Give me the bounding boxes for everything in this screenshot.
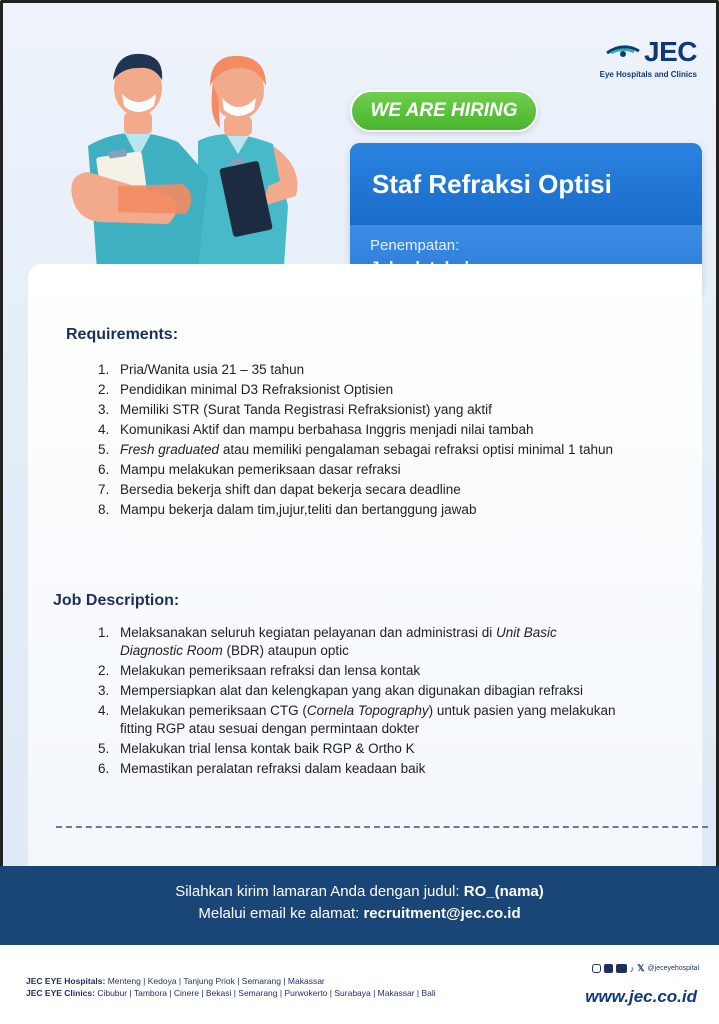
list-item: 2. Melakukan pemeriksaan refraksi dan lensa kontak [98, 663, 421, 678]
list-item: 2. Pendidikan minimal D3 Refraksionist Optisien [98, 382, 394, 397]
requirements-heading: Requirements: [66, 326, 179, 343]
list-item: 6. Mampu melakukan pemeriksaan dasar refraksi [98, 462, 401, 477]
social-handle: @jeceyehospital [647, 965, 699, 972]
x-icon[interactable]: 𝕏 [637, 963, 645, 973]
list-item: 6. Memastikan peralatan refraksi dalam keadaan baik [98, 761, 426, 776]
logo-text: JEC [644, 36, 697, 67]
website-link[interactable]: www.jec.co.id [585, 987, 697, 1006]
apply-line-email: Melalui email ke alamat: recruitment@jec.co.id [198, 905, 521, 922]
apply-line-subject: Silahkan kirim lamaran Anda dengan judul: RO_(nama) [175, 883, 544, 900]
list-item: 7. Bersedia bekerja shift dan dapat bekerja secara deadline [98, 482, 461, 497]
list-item: 4. Melakukan pemeriksaan CTG (Cornela Topography) untuk pasien yang melakukan fitting RGP atau sesuai dengan permintaan dokter [98, 703, 616, 736]
list-item: 1. Melaksanakan seluruh kegiatan pelayanan dan administrasi di Unit Basic Diagnostic Room (BDR) ataupun optic [98, 625, 557, 658]
jec-logo [600, 36, 697, 79]
tiktok-icon[interactable]: ♪ [629, 963, 635, 974]
instagram-icon[interactable] [592, 964, 601, 973]
list-item: 5. Fresh graduated atau memiliki pengalaman sebagai refraksi optisi minimal 1 tahun [98, 442, 614, 457]
footer [0, 945, 719, 1024]
facebook-icon[interactable] [604, 964, 613, 973]
apply-instructions [0, 866, 719, 945]
job-description-heading: Job Description: [53, 592, 180, 609]
list-item: 5. Melakukan trial lensa kontak baik RGP & Ortho K [98, 741, 415, 756]
dashed-divider [56, 826, 708, 828]
medical-staff-illustration [58, 46, 328, 296]
list-item: 1. Pria/Wanita usia 21 – 35 tahun [98, 362, 305, 377]
logo-subtitle: Eye Hospitals and Clinics [599, 70, 697, 79]
eye-logo-icon [606, 44, 640, 60]
branch-list: JEC EYE Hospitals: Menteng | Kedoya | Tanjung Priok | Semarang | Makassar JEC EYE Clinics: Cibubur | Tambora | Cinere | Bekasi | Semarang | Purwokerto | Surabaya | Makassar | Bali [26, 976, 436, 998]
content-panel [28, 264, 702, 866]
list-item: 8. Mampu bekerja dalam tim,jujur,teliti dan bertanggung jawab [98, 502, 477, 517]
job-description-list [98, 624, 618, 780]
email-address[interactable]: recruitment@jec.co.id [363, 905, 521, 922]
social-links [592, 963, 699, 974]
male-staff-figure [71, 54, 208, 286]
hiring-badge: WE ARE HIRING [350, 90, 538, 132]
list-item: 3. Memiliki STR (Surat Tanda Registrasi Refraksionist) yang aktif [98, 402, 492, 417]
requirements-list [98, 361, 658, 521]
youtube-icon[interactable] [616, 964, 627, 973]
list-item: 4. Komunikasi Aktif dan mampu berbahasa Inggris menjadi nilai tambah [98, 422, 534, 437]
female-staff-figure [198, 56, 297, 281]
position-title: Staf Refraksi Optisi [350, 143, 702, 225]
location-label: Penempatan: [370, 237, 460, 254]
list-item: 3. Mempersiapkan alat dan kelengkapan yang akan digunakan dibagian refraksi [98, 683, 584, 698]
